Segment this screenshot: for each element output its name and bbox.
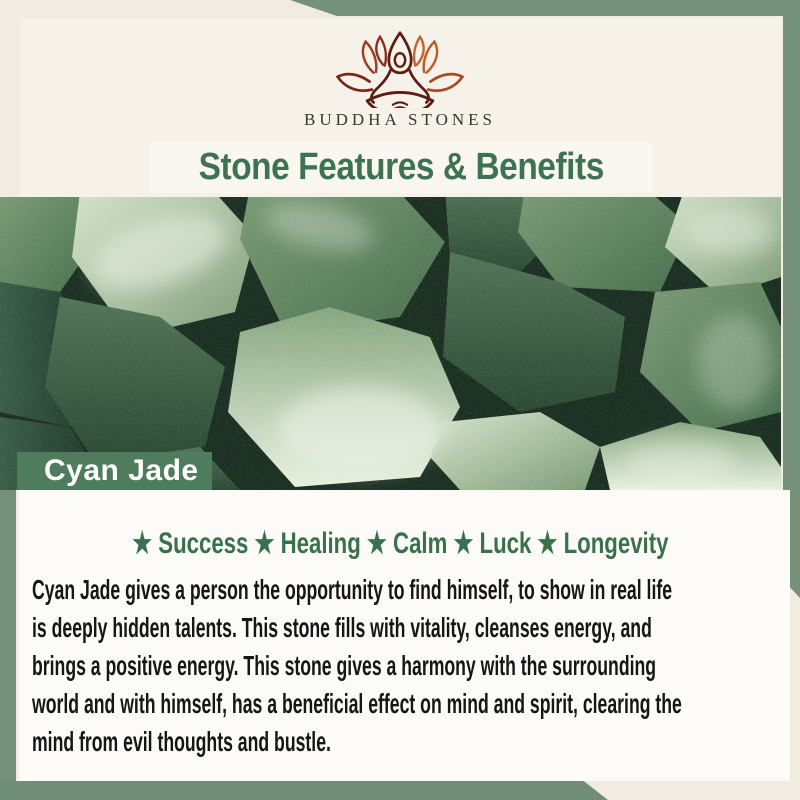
- lotus-meditation-icon: [325, 28, 475, 108]
- description-line: is deeply hidden talents. This stone fills with vitality, cleanses energy, and: [32, 612, 652, 643]
- stone-name-label: Cyan Jade: [17, 452, 212, 490]
- section-title-box: [150, 142, 653, 193]
- description-line: world and with himself, has a beneficial effect on mind and spirit, clearing the: [32, 688, 682, 719]
- section-title: Stone Features & Benefits: [198, 146, 605, 188]
- description-line: Cyan Jade gives a person the opportunity to find himself, to show in real life: [32, 574, 673, 605]
- brand-name: BUDDHA STONES: [304, 110, 496, 129]
- description-paragraph: [32, 571, 792, 761]
- jade-stones-illustration: [0, 197, 781, 490]
- description-line: brings a positive energy. This stone gives a harmony with the surrounding: [32, 650, 657, 681]
- bottom-accent-band: [0, 781, 608, 800]
- benefits-row: [0, 524, 800, 564]
- description-line: mind from evil thoughts and bustle.: [32, 726, 331, 757]
- stones-photo: [0, 197, 781, 490]
- benefits-line: ★ Success ★ Healing ★ Calm ★ Luck ★ Longevity: [131, 527, 669, 560]
- top-accent-band: [290, 0, 800, 16]
- brand-logo: [0, 28, 800, 113]
